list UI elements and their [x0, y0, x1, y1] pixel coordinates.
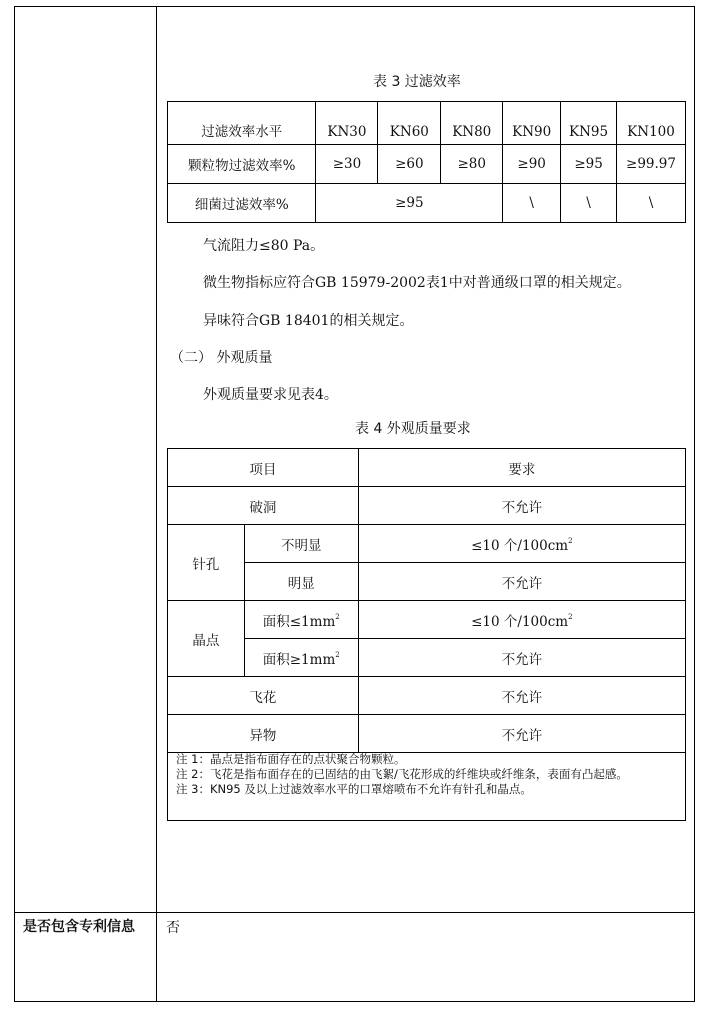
patent-value: 否 [166, 920, 180, 936]
table-cell: KN30 [316, 102, 378, 145]
section-heading: （二） 外观质量 [170, 350, 273, 366]
superscript: 2 [568, 612, 573, 621]
table-cell: ≥30 [316, 145, 378, 184]
table-cell [244, 601, 358, 639]
table-cell [358, 525, 685, 563]
table-cell: \ [561, 184, 617, 223]
table-row [168, 639, 686, 677]
filtration-efficiency-table [167, 101, 686, 223]
table-cell: 不允许 [358, 563, 685, 601]
table-cell: \ [617, 184, 686, 223]
table-cell: KN100 [617, 102, 686, 145]
table-cell: 异物 [168, 715, 359, 753]
row-divider [14, 912, 695, 913]
table-cell: 要求 [358, 449, 685, 487]
table-cell: ≥60 [378, 145, 441, 184]
table-row [168, 449, 686, 487]
table-row [168, 487, 686, 525]
table-cell: 不明显 [244, 525, 358, 563]
paragraph: 微生物指标应符合GB 15979-2002表1中对普通级口罩的相关规定。 [203, 275, 631, 291]
table-cell: 针孔 [168, 525, 245, 601]
paragraph: 外观质量要求见表4。 [203, 387, 338, 403]
table-cell: KN90 [503, 102, 561, 145]
table-cell: 破洞 [168, 487, 359, 525]
table-cell: 不允许 [358, 715, 685, 753]
superscript: 2 [335, 612, 340, 621]
table-cell: KN80 [441, 102, 503, 145]
table-row [168, 145, 686, 184]
table-cell: 颗粒物过滤效率% [168, 145, 316, 184]
table-row [168, 184, 686, 223]
table-cell: 过滤效率水平 [168, 102, 316, 145]
note: 注 1：晶点是指布面存在的点状聚合物颗粒。 [176, 752, 406, 766]
paragraph: 异味符合GB 18401的相关规定。 [203, 313, 414, 329]
table-cell: ≥99.97 [617, 145, 686, 184]
table-row [168, 525, 686, 563]
table4-notes [167, 750, 686, 821]
paragraph: 气流阻力≤80 Pa。 [203, 238, 325, 254]
table-row [168, 563, 686, 601]
table-cell: ≥80 [441, 145, 503, 184]
table4-caption: 表 4 外观质量要求 [355, 421, 471, 437]
table-row [168, 601, 686, 639]
table-cell: \ [503, 184, 561, 223]
table-cell: ≥90 [503, 145, 561, 184]
table-cell: 不允许 [358, 639, 685, 677]
cell-text: ≤10 个/100cm [471, 613, 569, 630]
table-cell [244, 639, 358, 677]
table-row [168, 102, 686, 145]
note: 注 3：KN95 及以上过滤效率水平的口罩熔喷布不允许有针孔和晶点。 [176, 782, 532, 796]
cell-text: 面积≤1mm [262, 613, 336, 630]
table-cell: 不允许 [358, 677, 685, 715]
superscript: 2 [568, 536, 573, 545]
table-cell: 飞花 [168, 677, 359, 715]
cell-text: 面积≥1mm [262, 651, 336, 668]
column-divider [156, 6, 157, 1002]
table3-caption: 表 3 过滤效率 [373, 74, 461, 90]
table-row [168, 677, 686, 715]
table-cell: 不允许 [358, 487, 685, 525]
table-cell: KN60 [378, 102, 441, 145]
patent-label: 是否包含专利信息 [23, 919, 135, 935]
table-cell: ≥95 [561, 145, 617, 184]
table-cell: 明显 [244, 563, 358, 601]
note: 注 2：飞花是指布面存在的已固结的由飞絮/飞花形成的纤维块或纤维条，表面有凸起感。 [176, 767, 628, 781]
table-row [168, 715, 686, 753]
superscript: 2 [335, 650, 340, 659]
table-cell: 细菌过滤效率% [168, 184, 316, 223]
table-cell [358, 601, 685, 639]
table-cell: 晶点 [168, 601, 245, 677]
table-cell: ≥95 [316, 184, 503, 223]
cell-text: ≤10 个/100cm [471, 537, 569, 554]
table-cell: 项目 [168, 449, 359, 487]
appearance-quality-table [167, 448, 686, 753]
table-cell: KN95 [561, 102, 617, 145]
